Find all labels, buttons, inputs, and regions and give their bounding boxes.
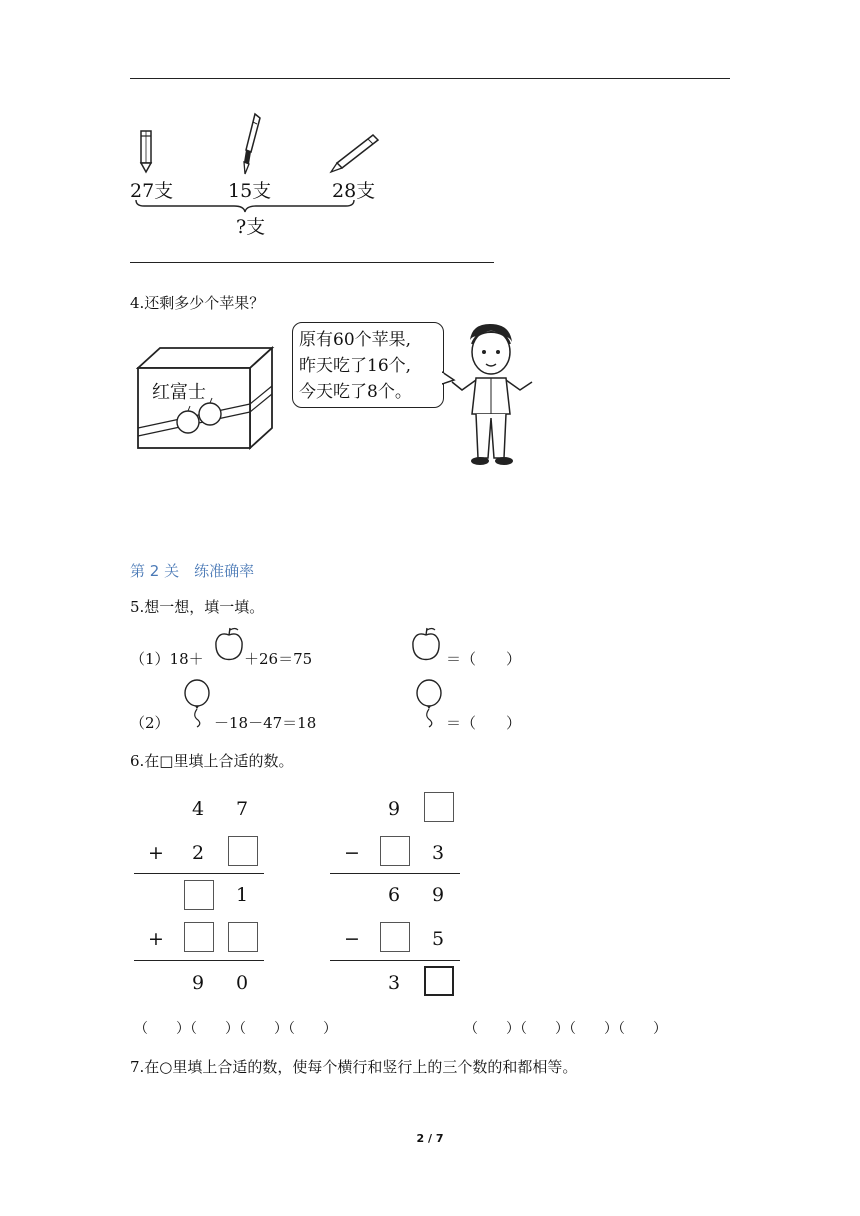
bubble-line-2: 昨天吃了16个,: [299, 356, 412, 376]
balloon-icon: [414, 678, 444, 728]
digit: 9: [388, 798, 401, 820]
digit: 3: [432, 842, 445, 864]
boy-illustration: [446, 318, 536, 468]
answer-box[interactable]: [380, 922, 410, 952]
digit: 9: [432, 884, 445, 906]
sum-line: [134, 873, 264, 874]
digit: 5: [432, 928, 445, 950]
bubble-line-1: 原有60个苹果,: [299, 330, 412, 350]
digit: 0: [236, 972, 249, 994]
sum-line: [134, 960, 264, 961]
plus-sign: +: [148, 842, 164, 864]
digit: 4: [192, 798, 205, 820]
q5-row2-suffix: －18－47＝18: [214, 714, 317, 732]
top-rule: [130, 78, 730, 79]
q6-answer-blanks-right[interactable]: （ ）（ ）（ ）（ ）: [464, 1021, 667, 1037]
digit: 7: [236, 798, 249, 820]
answer-box[interactable]: [424, 792, 454, 822]
pen-count-1: 27支: [130, 180, 174, 202]
answer-box[interactable]: [184, 880, 214, 910]
q6-answer-blanks-left[interactable]: （ ）（ ）（ ）（ ）: [134, 1021, 337, 1037]
answer-box[interactable]: [424, 966, 454, 996]
apple-box-label: 红富士: [152, 382, 206, 403]
question-7-title: 7.在○里填上合适的数，使每个横行和竖行上的三个数的和都相等。: [130, 1058, 578, 1076]
answer-box[interactable]: [380, 836, 410, 866]
digit: 1: [236, 884, 249, 906]
minus-sign: −: [344, 928, 360, 950]
question-4-title: 4.还剩多少个苹果？: [130, 294, 265, 312]
apple-icon: [410, 626, 442, 662]
answer-box[interactable]: [228, 922, 258, 952]
question-6-title: 6.在□里填上合适的数。: [130, 752, 294, 770]
bubble-line-3: 今天吃了8个。: [299, 382, 412, 402]
minus-sign: −: [344, 842, 360, 864]
digit: 3: [388, 972, 401, 994]
difference-line: [330, 873, 460, 874]
q5-row1-prefix: （1）18＋: [130, 650, 204, 668]
pen-total: ?支: [236, 216, 266, 238]
section-2-title: 第 2 关 练准确率: [130, 562, 255, 580]
q5-row1-suffix: ＋26＝75: [244, 650, 313, 668]
section-rule: [130, 262, 494, 263]
digit: 2: [192, 842, 205, 864]
pen-count-3: 28支: [332, 180, 376, 202]
q5-row2-prefix: （2）: [130, 714, 170, 732]
answer-box[interactable]: [184, 922, 214, 952]
page-number: 2 / 7: [416, 1132, 444, 1145]
digit: 6: [388, 884, 401, 906]
difference-line: [330, 960, 460, 961]
plus-sign: +: [148, 928, 164, 950]
q5-row1-answer[interactable]: ＝（ ）: [446, 650, 522, 668]
answer-box[interactable]: [228, 836, 258, 866]
pencil-icon: [138, 128, 154, 174]
pen-count-2: 15支: [228, 180, 272, 202]
speech-bubble: [292, 322, 444, 408]
fountain-pen-icon: [238, 112, 264, 176]
balloon-icon: [182, 678, 212, 728]
pencil-angled-icon: [328, 132, 380, 174]
question-5-title: 5.想一想，填一填。: [130, 598, 265, 616]
digit: 9: [192, 972, 205, 994]
apple-icon: [213, 626, 245, 662]
q5-row2-answer[interactable]: ＝（ ）: [446, 714, 522, 732]
